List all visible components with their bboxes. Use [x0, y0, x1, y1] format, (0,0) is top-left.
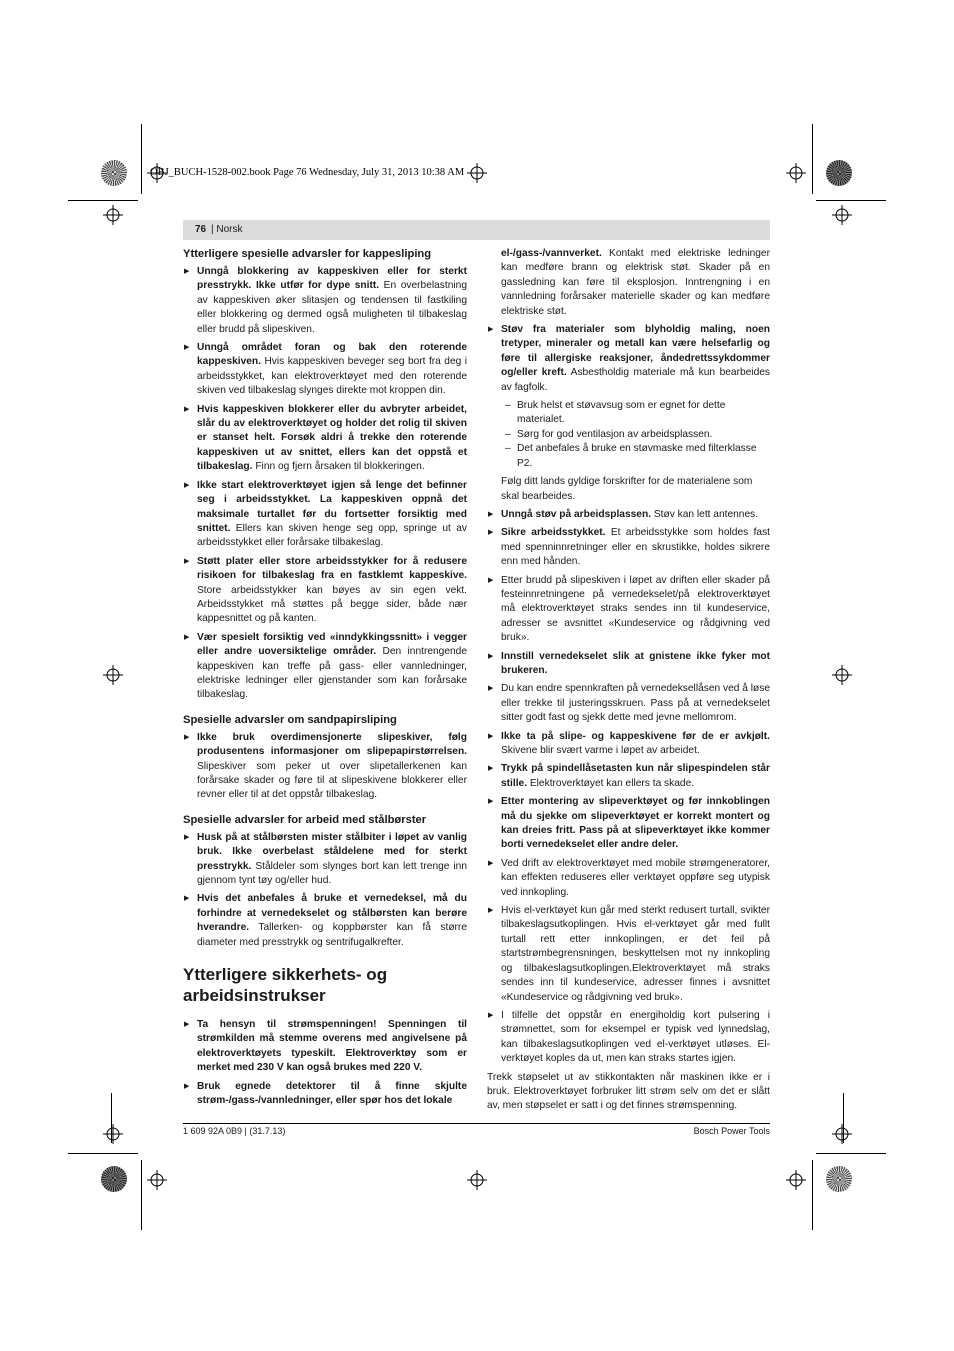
right-column: [487, 247, 770, 1114]
crop-mark: [68, 1153, 138, 1154]
list-item-continuation: el-/gass-/vannverket. Kontakt med elektriske ledninger kan medføre brann og elektrisk støt. Skader på en gassledning kan føre til eksplosjon. Inntrengning i en vannledning forårsaker materielle skader og kan medføre elektriske støt.: [501, 248, 770, 317]
left-column: [183, 247, 467, 1113]
registration-mark-icon: [147, 1170, 167, 1190]
color-rosette-icon: [826, 1166, 852, 1192]
crop-mark: [816, 200, 886, 201]
list-item: ▶ Ikke start elektroverktøyet igjen så lenge det befinner seg i arbeidsstykket. La kappeskiven oppnå det maksimale turtallet før du fortsetter forsiktig med snittet. Ellers kan skiven henge seg opp, springe ut av arbeidsstykket eller forårsake tilbakeslag.: [183, 479, 467, 551]
list-item: ▶ Bruk egnede detektorer til å finne skjulte strøm-/gass-/vannledninger, eller spør hos det lokale: [183, 1080, 467, 1109]
paragraph: Følg ditt lands gyldige forskrifter for de materialene som skal bearbeides.: [501, 476, 753, 502]
page-number: 76: [195, 224, 207, 235]
color-rosette-icon: [826, 160, 852, 186]
list-item: ▶ Vær spesielt forsiktig ved «inndykkingssnitt» i vegger eller andre uoversiktelige områder. Den inntrengende kappeskiven kan treffe på gass- eller vannledninger, elektriske ledninger eller gjenstander som kan forårsake tilbakeslag.: [183, 631, 467, 703]
list-item: ▶ Unngå støv på arbeidsplassen. Støv kan lett antennes.: [487, 508, 770, 522]
list-item: ▶ Trykk på spindellåsetasten kun når slipespindelen står stille. Elektroverktøyet kan ellers ta skade.: [487, 762, 770, 791]
registration-mark-icon: [832, 205, 852, 225]
section-language: | Norsk: [211, 224, 243, 235]
list-item: ▶ Ikke bruk overdimensjonerte slipeskiver, følg produsentens informasjoner om slipepapirstørrelsen. Slipeskiver som peker ut over slipetallerkenen kan forårsake skader og føre til at slipeskivene blokkerer eller revner eller til at det oppstår tilbakeslag.: [183, 731, 467, 803]
list-item: ▶ I tilfelle det oppstår en energiholdig kort pulsering i strømnettet, som for eksempel er typisk ved lynnedslag, kan tilbakeslagsutkoplingen ved el-verktøyet utløses. El-verktøyet koples da ut, men kan straks startes igjen.: [487, 1009, 770, 1067]
section-heading: Ytterligere spesielle advarsler for kappesliping: [183, 248, 432, 260]
color-rosette-icon: [101, 1166, 127, 1192]
list-item: ▶ Innstill vernedekselet slik at gnistene ikke fyker mot brukeren.: [487, 650, 770, 679]
registration-mark-icon: [467, 163, 487, 183]
footer-doc-number: 1 609 92A 0B9 | (31.7.13): [183, 1126, 286, 1136]
list-item: ▶ Unngå området foran og bak den roterende kappeskiven. Hvis kappeskiven beveger seg bort fra deg i arbeidsstykket, kan elektroverktøyet med den roterende skiven ved tilbakeslag slynges direkte mot kroppen din.: [183, 341, 467, 399]
list-item: ▶ Ved drift av elektroverktøyet med mobile strømgeneratorer, kan effekten reduseres eller verktøyet oppføre seg utypisk ved innkopling.: [487, 857, 770, 900]
section-heading: Spesielle advarsler om sandpapirsliping: [183, 713, 397, 726]
chapter-heading: Ytterligere sikkerhets- og arbeidsinstrukser: [183, 965, 388, 1006]
print-slug: OBJ_BUCH-1528-002.book Page 76 Wednesday, July 31, 2013 10:38 AM: [150, 167, 465, 178]
list-item: ▶ Støtt plater eller store arbeidsstykker for å redusere risikoen for tilbakeslag fra en fastklemt kappeskive. Store arbeidsstykker kan bøyes av sin egen vekt. Arbeidsstykket må støttes på begge sider, både nær kappesnittet og på kanten.: [183, 555, 467, 627]
crop-mark: [141, 124, 142, 194]
registration-mark-icon: [103, 205, 123, 225]
registration-mark-icon: [467, 1170, 487, 1190]
crop-mark: [812, 124, 813, 194]
registration-mark-icon: [786, 1170, 806, 1190]
registration-mark-icon: [786, 163, 806, 183]
list-item: ▶ Sikre arbeidsstykket. Et arbeidsstykke som holdes fast med spenninnretninger eller en skrustikke, holdes sikrere enn med hånden.: [487, 526, 770, 569]
list-item: ▶ Etter brudd på slipeskiven i løpet av driften eller skader på festeinnretningene på vernedekselet/på elektroverktøyet må elektroverktøyet straks sendes inn til kundeservice, adresser se avsnittet «Kundeservice og rådgivning ved bruk».: [487, 574, 770, 646]
list-item: ▶ Hvis el-verktøyet kun går med sterkt redusert turtall, svikter tilbakeslagsutkoplingen. Hvis el-verktøyet går med fullt turtall rett etter innkoplingen, er det feil på startstrømbegrensningen, beskyttelsen mot ny innkopling og tilbakeslagsutkoplingen.Elektroverktøyet må straks sendes inn til kundeservice, adresser finnes i avsnittet «Kundeservice og rådgivning ved bruk».: [487, 904, 770, 1005]
footer-brand: Bosch Power Tools: [693, 1126, 770, 1136]
registration-mark-icon: [832, 665, 852, 685]
registration-mark-icon: [103, 665, 123, 685]
list-item: ▶ Ta hensyn til strømspenningen! Spenningen til strømkilden må stemme overens med angivelsene på elektroverktøyets typeskilt. Elektroverktøy som er merket med 230 V kan også brukes med 220 V.: [183, 1018, 467, 1076]
dash-item: – Bruk helst et støvavsug som er egnet for dette materialet.: [487, 399, 770, 428]
paragraph: Trekk støpselet ut av stikkontakten når maskinen ikke er i bruk. Elektroverktøyet forbruker litt strøm selv om det er slått av, men støpselet er satt i og det finnes strømspenning.: [487, 1071, 770, 1112]
list-item: ▶ Støv fra materialer som blyholdig maling, noen tretyper, mineraler og metall kan være helsefarlig og føre til allergiske reaksjoner, åndedrettssykdommer og/eller kreft. Asbestholdig materiale må kun bearbeides av fagfolk.: [487, 323, 770, 395]
page-header: [183, 220, 770, 240]
section-heading: Spesielle advarsler for arbeid med stålbørster: [183, 813, 427, 826]
dash-item: – Sørg for god ventilasjon av arbeidsplassen.: [487, 428, 770, 442]
crop-mark: [816, 1153, 886, 1154]
color-rosette-icon: [101, 160, 127, 186]
crop-mark: [68, 200, 138, 201]
registration-mark-icon: [103, 1124, 123, 1144]
list-item: ▶ Husk på at stålbørsten mister stålbiter i løpet av vanlig bruk. Ikke overbelast ståldelene med for sterkt presstrykk. Ståldeler som slynges bort kan lett trenge inn gjennom tynt tøy og/eller hud.: [183, 831, 467, 889]
list-item: ▶ Etter montering av slipeverktøyet og før innkoblingen må du sjekke om slipeverktøyet er korrekt montert og kan dreies fritt. Pass på at slipeverktøyet ikke kommer borti vernedekselet eller andre deler.: [487, 795, 770, 853]
list-item: ▶ Du kan endre spennkraften på vernedeksellåsen ved å løse eller trekke til justeringsskruen. Pass på at vernedekselet sitter godt fast og sjekk dette med jevne mellomrom.: [487, 682, 770, 725]
list-item: ▶ Unngå blokkering av kappeskiven eller for sterkt presstrykk. Ikke utfør for dype snitt. En overbelastning av kappeskiven øker slitasjen og tendensen til fastkiling eller blokkering og dermed også muligheten til tilbakeslag eller brudd på slipeskiven.: [183, 265, 467, 337]
crop-mark: [812, 1160, 813, 1230]
list-item: ▶ Hvis det anbefales å bruke et vernedeksel, må du forhindre at vernedekselet og stålbørsten kan berøre hverandre. Tallerken- og koppbørster kan få større diameter med presstrykk og sentrifugalkrefter.: [183, 892, 467, 950]
registration-mark-icon: [832, 1124, 852, 1144]
list-item: ▶ Ikke ta på slipe- og kappeskivene før de er avkjølt. Skivene blir svært varme i løpet av arbeidet.: [487, 730, 770, 759]
list-item: ▶ Hvis kappeskiven blokkerer eller du avbryter arbeidet, slår du av elektroverktøyet og holder det rolig til skiven er stanset helt. Forsøk aldri å trekke den roterende kappeskiven ut av snittet, ellers kan det oppstå et tilbakeslag. Finn og fjern årsaken til blokkeringen.: [183, 403, 467, 475]
crop-mark: [141, 1160, 142, 1230]
dash-item: – Det anbefales å bruke en støvmaske med filterklasse P2.: [487, 442, 770, 471]
footer-rule: [183, 1123, 770, 1124]
